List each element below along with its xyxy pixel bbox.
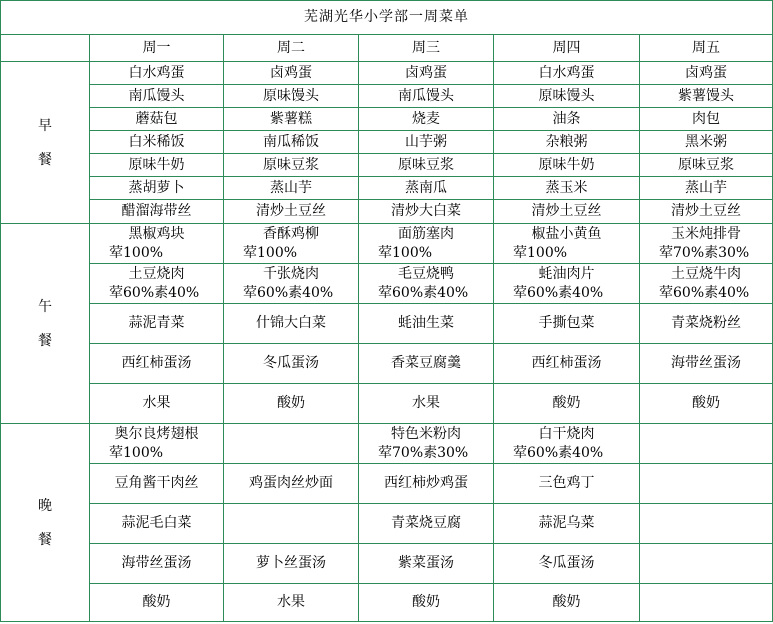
dish-cell: [494, 424, 640, 464]
breakfast-row: [1, 62, 773, 85]
meat-veg-ratio: 荤100%: [109, 244, 164, 261]
meat-veg-ratio: 荤60%素40%: [659, 284, 750, 301]
dish-name: 蚝油肉片: [538, 265, 595, 282]
menu-title: 芜湖光华小学部一周菜单: [1, 1, 773, 35]
dish-cell: 酸奶: [640, 384, 773, 424]
lunch-row: [1, 304, 773, 344]
dish-name: 玉米炖排骨: [671, 225, 742, 242]
dinner-row: [1, 504, 773, 544]
dish-name: 黑椒鸡块: [128, 225, 185, 242]
meal-label-lunch: [1, 224, 90, 424]
dish-cell: [224, 424, 359, 464]
dish-cell: 青菜烧豆腐: [359, 504, 494, 544]
meal-label-char: 晚: [38, 497, 52, 514]
meat-veg-ratio: 荤100%: [243, 244, 298, 261]
dish-cell: 三色鸡丁: [494, 464, 640, 504]
dish-cell: 山芋粥: [359, 131, 494, 154]
meat-veg-ratio: 荤100%: [513, 244, 568, 261]
dish-cell: 杂粮粥: [494, 131, 640, 154]
dish-cell: 原味牛奶: [494, 154, 640, 177]
dish-cell: 水果: [90, 384, 224, 424]
dish-cell: [494, 224, 640, 264]
dish-cell: 蒸山芋: [640, 177, 773, 200]
dish-cell: 水果: [359, 384, 494, 424]
dish-name: 香酥鸡柳: [263, 225, 319, 242]
dish-cell: 紫薯馒头: [640, 85, 773, 108]
meat-veg-ratio: 荤100%: [378, 244, 433, 261]
meat-veg-ratio: 荤100%: [109, 444, 164, 461]
dish-cell: 酸奶: [224, 384, 359, 424]
dish-cell: 白水鸡蛋: [90, 62, 224, 85]
dish-cell: 蒸玉米: [494, 177, 640, 200]
dish-cell: 蒜泥乌菜: [494, 504, 640, 544]
dish-name: 土豆烧肉: [128, 265, 185, 282]
dish-cell: 原味馒头: [494, 85, 640, 108]
dish-cell: 香菜豆腐羹: [359, 344, 494, 384]
dish-cell: 冬瓜蛋汤: [494, 544, 640, 584]
dish-name: 椒盐小黄鱼: [531, 225, 602, 242]
lunch-row: [1, 344, 773, 384]
dish-cell: 海带丝蛋汤: [90, 544, 224, 584]
meat-veg-ratio: 荤60%素40%: [109, 284, 200, 301]
meat-veg-ratio: 荤70%素30%: [659, 244, 750, 261]
day-header: 周二: [224, 35, 359, 62]
dish-cell: [640, 544, 773, 584]
dish-cell: 酸奶: [494, 384, 640, 424]
dish-cell: 原味豆浆: [640, 154, 773, 177]
dish-cell: [224, 264, 359, 304]
dish-cell: 南瓜馒头: [90, 85, 224, 108]
meal-label-char: 餐: [38, 531, 52, 548]
dish-cell: [640, 424, 773, 464]
dish-cell: 蒸胡萝卜: [90, 177, 224, 200]
day-header: 周三: [359, 35, 494, 62]
dish-cell: [494, 264, 640, 304]
dish-name: 白干烧肉: [538, 425, 595, 442]
dish-cell: 紫薯糕: [224, 108, 359, 131]
dish-name: 面筋塞肉: [398, 225, 454, 242]
dish-cell: 酸奶: [359, 584, 494, 622]
dish-cell: 原味豆浆: [224, 154, 359, 177]
meal-label-dinner: [1, 424, 90, 622]
dish-cell: 豆角酱干肉丝: [90, 464, 224, 504]
dish-cell: [640, 584, 773, 622]
dish-cell: [90, 264, 224, 304]
dish-cell: 蚝油生菜: [359, 304, 494, 344]
breakfast-row: [1, 200, 773, 224]
dish-cell: 冬瓜蛋汤: [224, 344, 359, 384]
breakfast-row: [1, 108, 773, 131]
dish-cell: 白米稀饭: [90, 131, 224, 154]
dish-cell: 酸奶: [494, 584, 640, 622]
dish-cell: 鸡蛋肉丝炒面: [224, 464, 359, 504]
day-header: 周五: [640, 35, 773, 62]
lunch-row: [1, 224, 773, 264]
dish-name: 千张烧肉: [263, 265, 319, 282]
dish-cell: 原味馒头: [224, 85, 359, 108]
meat-veg-ratio: 荤60%素40%: [513, 444, 604, 461]
lunch-row: [1, 384, 773, 424]
lunch-row: [1, 264, 773, 304]
dish-cell: 卤鸡蛋: [224, 62, 359, 85]
dish-cell: 醋溜海带丝: [90, 200, 224, 224]
dish-cell: 蒜泥青菜: [90, 304, 224, 344]
breakfast-row: [1, 177, 773, 200]
meal-label-breakfast: [1, 62, 90, 224]
dish-cell: 萝卜丝蛋汤: [224, 544, 359, 584]
meal-label-char: 餐: [38, 151, 52, 168]
dish-cell: 西红柿蛋汤: [90, 344, 224, 384]
dish-cell: 清炒土豆丝: [224, 200, 359, 224]
meat-veg-ratio: 荤60%素40%: [378, 284, 469, 301]
dish-cell: [640, 504, 773, 544]
dish-cell: 蒸山芋: [224, 177, 359, 200]
dish-cell: 紫菜蛋汤: [359, 544, 494, 584]
dish-name: 毛豆烧鸭: [398, 265, 454, 282]
dish-cell: 原味豆浆: [359, 154, 494, 177]
day-header: 周一: [90, 35, 224, 62]
dish-cell: 清炒大白菜: [359, 200, 494, 224]
dish-cell: 卤鸡蛋: [359, 62, 494, 85]
dish-cell: 肉包: [640, 108, 773, 131]
dish-cell: [90, 424, 224, 464]
dish-cell: 原味牛奶: [90, 154, 224, 177]
dinner-row: [1, 424, 773, 464]
dish-cell: 清炒土豆丝: [494, 200, 640, 224]
meat-veg-ratio: 荤60%素40%: [513, 284, 604, 301]
meat-veg-ratio: 荤70%素30%: [378, 444, 469, 461]
title-row: [1, 1, 773, 35]
dish-cell: 蒸南瓜: [359, 177, 494, 200]
dish-cell: [640, 464, 773, 504]
meal-label-char: 早: [38, 117, 52, 134]
dish-cell: 西红柿蛋汤: [494, 344, 640, 384]
dish-cell: 油条: [494, 108, 640, 131]
dish-name: 特色米粉肉: [391, 425, 461, 442]
dinner-row: [1, 584, 773, 622]
dish-cell: 南瓜馒头: [359, 85, 494, 108]
meat-veg-ratio: 荤60%素40%: [243, 284, 334, 301]
dish-cell: [224, 504, 359, 544]
breakfast-row: [1, 154, 773, 177]
dish-cell: 手撕包菜: [494, 304, 640, 344]
dish-cell: 卤鸡蛋: [640, 62, 773, 85]
breakfast-row: [1, 85, 773, 108]
dish-cell: 水果: [224, 584, 359, 622]
dish-cell: [224, 224, 359, 264]
dish-cell: [359, 424, 494, 464]
dish-cell: 清炒土豆丝: [640, 200, 773, 224]
dish-name: 奥尔良烤翅根: [114, 425, 199, 442]
dish-cell: 黑米粥: [640, 131, 773, 154]
day-header-row: [1, 35, 773, 62]
dish-cell: [640, 224, 773, 264]
dish-cell: 白水鸡蛋: [494, 62, 640, 85]
corner-cell: [1, 35, 90, 62]
dish-cell: 南瓜稀饭: [224, 131, 359, 154]
dish-cell: [359, 224, 494, 264]
dish-cell: 烧麦: [359, 108, 494, 131]
dish-cell: 海带丝蛋汤: [640, 344, 773, 384]
meal-label-char: 午: [38, 298, 52, 315]
day-header: 周四: [494, 35, 640, 62]
dish-cell: 青菜烧粉丝: [640, 304, 773, 344]
dinner-row: [1, 464, 773, 504]
dish-cell: 酸奶: [90, 584, 224, 622]
dish-cell: 西红柿炒鸡蛋: [359, 464, 494, 504]
dish-cell: 蘑菇包: [90, 108, 224, 131]
dish-name: 土豆烧牛肉: [671, 265, 742, 282]
dish-cell: 蒜泥毛白菜: [90, 504, 224, 544]
dish-cell: [640, 264, 773, 304]
dish-cell: [359, 264, 494, 304]
dish-cell: 什锦大白菜: [224, 304, 359, 344]
meal-label-char: 餐: [38, 332, 52, 349]
breakfast-row: [1, 131, 773, 154]
dinner-row: [1, 544, 773, 584]
dish-cell: [90, 224, 224, 264]
